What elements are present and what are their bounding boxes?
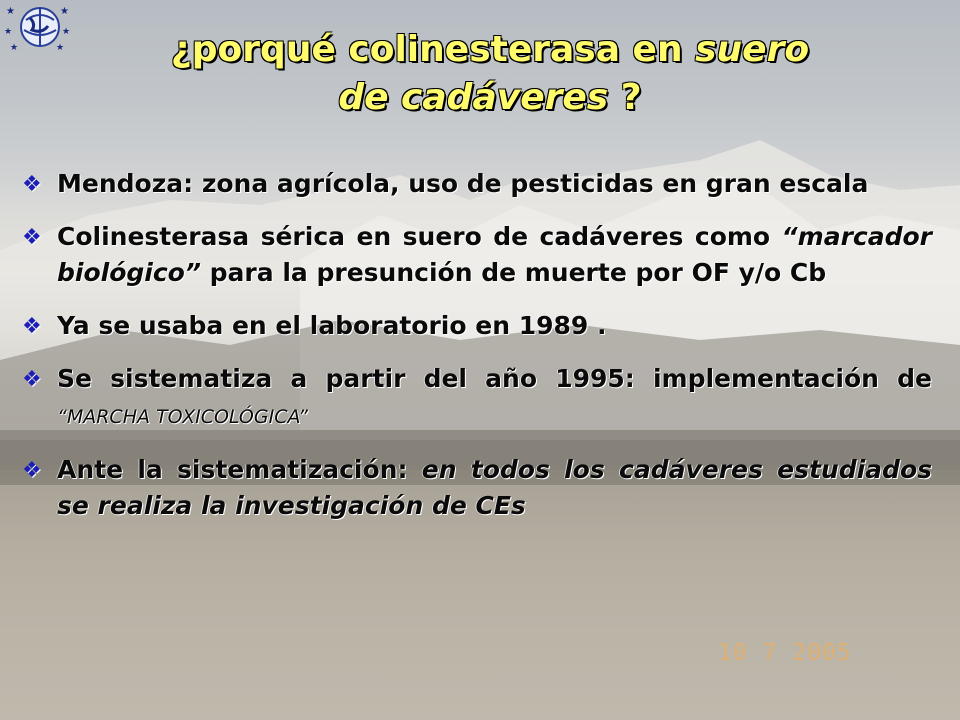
title-line1-normal: ¿porqué colinesterasa en — [170, 29, 696, 70]
bullet-text: Mendoza: zona agrícola, uso de pesticidas en gran escala — [57, 169, 869, 198]
bullet-text: Ante la sistematización: — [57, 455, 422, 484]
title-line2-italic: de cadáveres — [338, 77, 609, 118]
bullet-item — [20, 452, 932, 524]
svg-text:★: ★ — [6, 6, 15, 17]
title-line2-end: ? — [608, 77, 642, 118]
svg-text:★: ★ — [60, 6, 69, 17]
bullet-item — [20, 166, 932, 202]
slide-title — [60, 26, 920, 122]
bullet-text-after: para la presunción de muerte por OF y/o Cb — [200, 258, 827, 287]
svg-text:★: ★ — [10, 43, 19, 53]
four-diamond-bullet-icon: ❖ — [22, 314, 42, 339]
four-diamond-bullet-icon: ❖ — [22, 225, 42, 250]
photo-datestamp: 10 7 2005 — [718, 640, 852, 666]
bullet-text-italic: “MARCHA TOXICOLÓGICA” — [57, 406, 308, 428]
svg-text:★: ★ — [56, 43, 65, 53]
svg-text:★: ★ — [4, 27, 13, 37]
bullet-item — [20, 219, 932, 291]
four-diamond-bullet-icon: ❖ — [22, 172, 42, 197]
title-line1-italic: suero — [695, 29, 810, 70]
bullet-item — [20, 308, 932, 344]
bullet-text-italic: “marcador biológico” — [57, 222, 932, 287]
bullet-text-italic: en todos los cadáveres estudiados se realiza la investigación de CEs — [57, 455, 933, 520]
bullet-text: Ya se usaba en el laboratorio en 1989 . — [57, 311, 607, 340]
bullet-list — [20, 166, 932, 541]
four-diamond-bullet-icon: ❖ — [22, 367, 42, 392]
bullet-item — [20, 361, 932, 435]
svg-text:★: ★ — [62, 27, 71, 37]
bullet-text: Colinesterasa sérica en suero de cadáveres como — [57, 222, 782, 251]
bullet-text: Se sistematiza a partir del año 1995: implementación de — [57, 364, 932, 393]
four-diamond-bullet-icon: ❖ — [22, 458, 42, 483]
